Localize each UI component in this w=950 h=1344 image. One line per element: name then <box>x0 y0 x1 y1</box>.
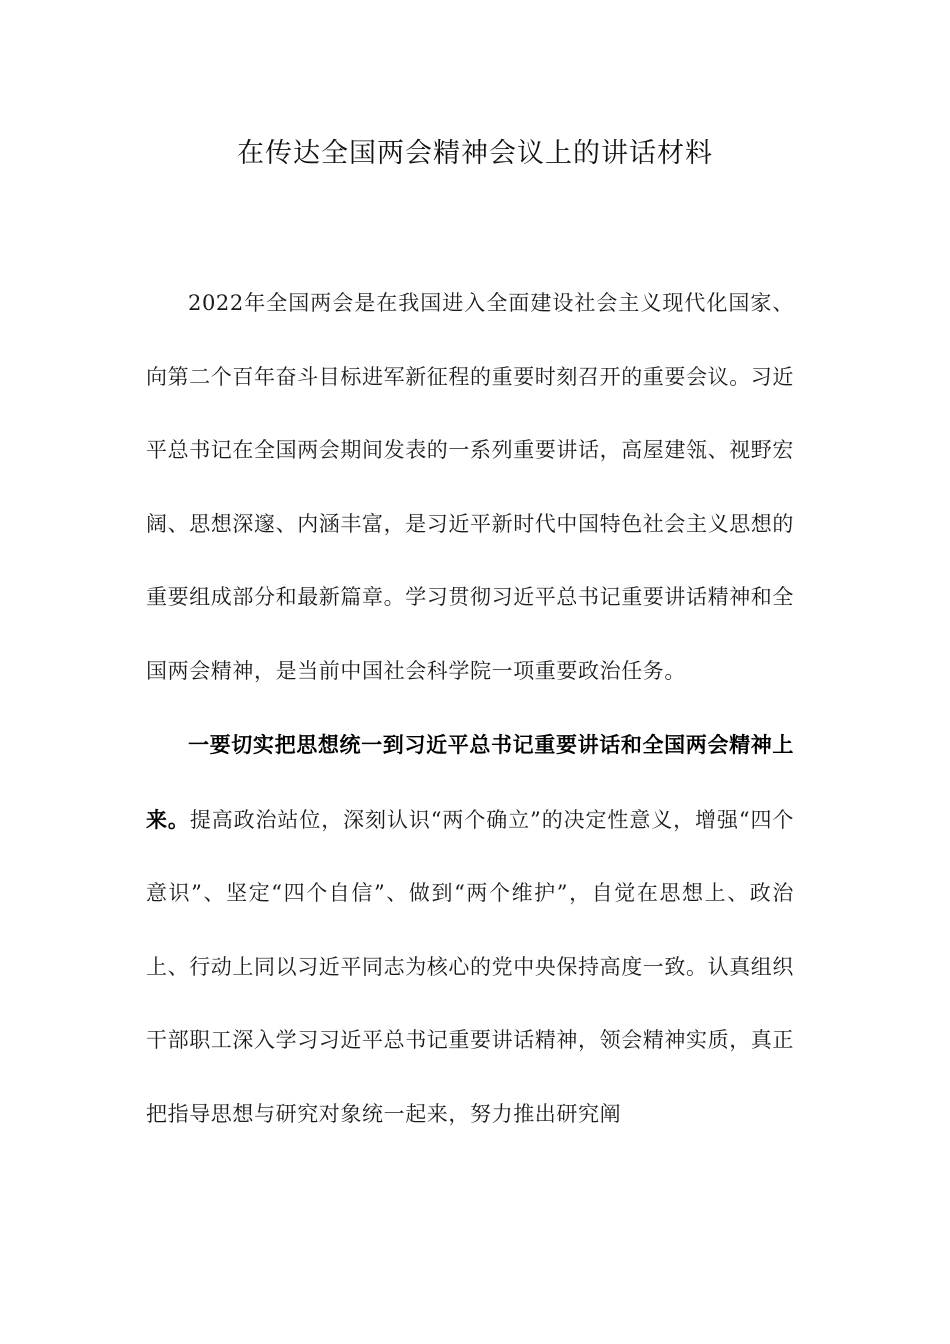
document-title: 在传达全国两会精神会议上的讲话材料 <box>237 138 713 169</box>
paragraph-point-one-lead: 一要切实把思想统一到习近平总书记重要讲话和全国两会精神上来。 <box>146 732 794 832</box>
paragraph-intro: 2022年全国两会是在我国进入全面建设社会主义现代化国家、向第二个百年奋斗目标进军新征程的重要时刻召开的重要会议。习近平总书记在全国两会期间发表的一系列重要讲话，高屋建瓴、视野宏阔、思想深邃、内涵丰富，是习近平新时代中国特色社会主义思想的重要组成部分和最新篇章。学习贯彻习近平总书记重要讲话精神和全国两会精神，是当前中国社会科学院一项重要政治任务。 <box>146 291 794 683</box>
paragraph-point-one <box>146 708 794 1151</box>
paragraph-point-one-text: 提高政治站位，深刻认识“两个确立”的决定性意义，增强“四个意识”、坚定“四个自信”、做到“两个维护”，自觉在思想上、政治上、行动上同以习近平同志为核心的党中央保持高度一致。认真组织干部职工深入学习习近平总书记重要讲话精神，领会精神实质，真正把指导思想与研究对象统一起来，努力推出研究阐 <box>146 807 794 1126</box>
